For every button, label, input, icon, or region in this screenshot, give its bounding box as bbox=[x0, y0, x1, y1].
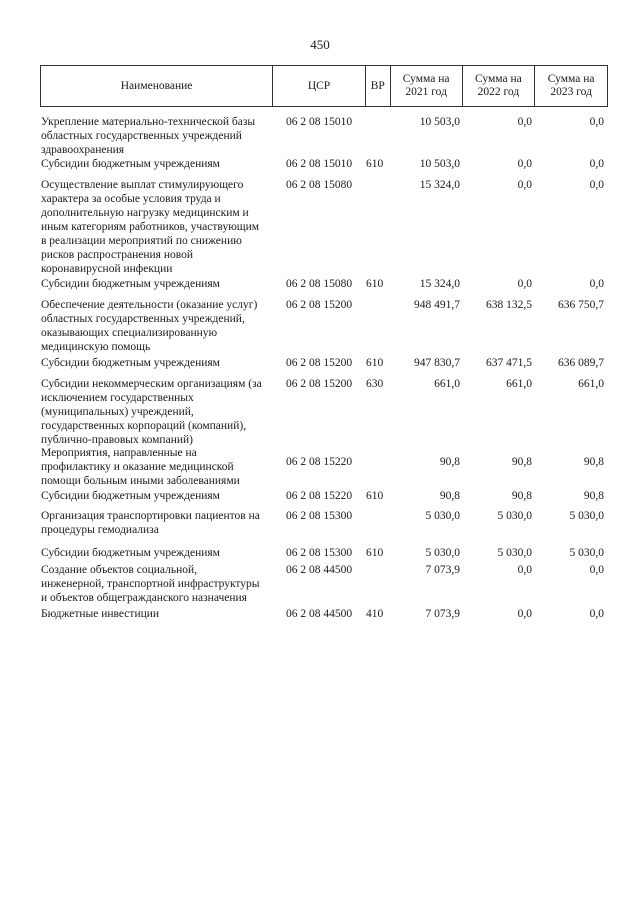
row-name-line: Укрепление материально-технической базы bbox=[41, 116, 256, 128]
row-sum-2022: 5 030,0 bbox=[497, 547, 532, 559]
row-csr: 06 2 08 15220 bbox=[286, 490, 353, 502]
table-row bbox=[40, 356, 608, 376]
row-csr: 06 2 08 44500 bbox=[286, 608, 353, 620]
row-sum-2022: 661,0 bbox=[506, 378, 532, 390]
row-csr: 06 2 08 15200 bbox=[286, 299, 353, 311]
row-sum-2022: 637 471,5 bbox=[486, 357, 532, 369]
row-name-line: помощи больным иными заболеваниями bbox=[41, 475, 240, 487]
row-name-line: исключением государственных bbox=[41, 392, 194, 404]
header-sum-2022-line-1: Сумма на bbox=[475, 73, 522, 85]
row-name bbox=[41, 489, 281, 503]
row-sum-2023: 0,0 bbox=[589, 179, 604, 191]
row-sum-2023: 0,0 bbox=[589, 158, 604, 170]
row-csr: 06 2 08 15300 bbox=[286, 547, 353, 559]
table-row bbox=[40, 509, 608, 536]
header-sum-2021-line-1: Сумма на bbox=[402, 73, 450, 85]
table-row bbox=[40, 607, 608, 627]
row-sum-2021: 15 324,0 bbox=[419, 278, 460, 290]
header-sum-2021-line-2: 2021 год bbox=[405, 86, 447, 98]
row-name bbox=[41, 178, 281, 276]
row-name-line: Субсидии бюджетным учреждениям bbox=[41, 158, 220, 170]
row-name-line: Осуществление выплат стимулирующего bbox=[41, 179, 244, 191]
table-row bbox=[40, 298, 608, 353]
header-csr: ЦСР bbox=[272, 66, 365, 106]
row-sum-2021: 661,0 bbox=[434, 378, 460, 390]
header-sum-2021 bbox=[390, 66, 462, 106]
row-name-line: Обеспечение деятельности (оказание услуг) bbox=[41, 299, 258, 311]
table-row bbox=[40, 115, 608, 156]
row-name-line: Субсидии бюджетным учреждениям bbox=[41, 357, 220, 369]
row-csr: 06 2 08 15010 bbox=[286, 158, 353, 170]
header-name: Наименование bbox=[120, 79, 193, 92]
row-name-line: медицинскую помощь bbox=[41, 341, 151, 353]
row-vr: 610 bbox=[366, 357, 384, 369]
header-vr: ВР bbox=[365, 66, 390, 106]
row-sum-2023: 0,0 bbox=[589, 116, 604, 128]
row-sum-2022: 0,0 bbox=[517, 116, 532, 128]
row-name-line: (муниципальных) учреждений, bbox=[41, 406, 194, 418]
row-name-line: профилактику и оказание медицинской bbox=[41, 461, 234, 473]
table-row bbox=[40, 157, 608, 177]
row-name-line: областных государственных учреждений, bbox=[41, 313, 245, 325]
row-name-line: Создание объектов социальной, bbox=[41, 564, 198, 576]
header-sum-2023-line-2: 2023 год bbox=[550, 86, 592, 98]
row-sum-2021: 15 324,0 bbox=[419, 179, 460, 191]
row-sum-2023: 0,0 bbox=[589, 278, 604, 290]
row-name-line: и объектов общегражданского назначения bbox=[41, 592, 247, 604]
row-name-line: рисков распространения новой bbox=[41, 249, 193, 261]
table-row bbox=[40, 377, 608, 446]
row-sum-2023: 636 089,7 bbox=[558, 357, 604, 369]
row-sum-2022: 0,0 bbox=[517, 158, 532, 170]
row-sum-2023: 90,8 bbox=[583, 456, 604, 468]
row-vr: 610 bbox=[366, 490, 384, 502]
row-name-line: в реализации мероприятий по снижению bbox=[41, 235, 242, 247]
row-name bbox=[41, 546, 281, 560]
header-sum-2023 bbox=[534, 66, 607, 106]
table-row bbox=[40, 277, 608, 297]
row-name-line: инженерной, транспортной инфраструктуры bbox=[41, 578, 260, 590]
header-sum-2022-line-2: 2022 год bbox=[477, 86, 520, 98]
row-name-line: Организация транспортировки пациентов на bbox=[41, 510, 260, 522]
row-sum-2021: 10 503,0 bbox=[419, 116, 460, 128]
row-name-line: Субсидии бюджетным учреждениям bbox=[41, 547, 220, 559]
row-sum-2023: 5 030,0 bbox=[569, 510, 604, 522]
row-csr: 06 2 08 15200 bbox=[286, 378, 353, 390]
row-sum-2023: 90,8 bbox=[583, 490, 604, 502]
row-name bbox=[41, 377, 281, 447]
budget-table bbox=[40, 65, 608, 620]
row-name bbox=[41, 277, 281, 291]
row-vr: 610 bbox=[366, 278, 384, 290]
row-sum-2022: 0,0 bbox=[517, 564, 532, 576]
row-name-line: дополнительную нагрузку медицинским и bbox=[41, 207, 249, 219]
row-sum-2023: 661,0 bbox=[578, 378, 604, 390]
row-name-line: публично-правовых компаний) bbox=[41, 434, 193, 446]
table-row bbox=[40, 446, 608, 487]
row-vr: 630 bbox=[366, 378, 384, 390]
row-name-line: Субсидии бюджетным учреждениям bbox=[41, 278, 220, 290]
row-name bbox=[41, 446, 281, 488]
row-sum-2021: 5 030,0 bbox=[425, 510, 460, 522]
row-sum-2021: 7 073,9 bbox=[425, 608, 460, 620]
row-sum-2022: 0,0 bbox=[517, 278, 532, 290]
row-vr: 610 bbox=[366, 547, 384, 559]
table-row bbox=[40, 563, 608, 604]
row-csr: 06 2 08 15080 bbox=[286, 179, 353, 191]
row-sum-2021: 90,8 bbox=[439, 456, 460, 468]
row-sum-2021: 947 830,7 bbox=[414, 357, 460, 369]
row-sum-2022: 5 030,0 bbox=[497, 510, 532, 522]
row-name-line: Субсидии бюджетным учреждениям bbox=[41, 490, 220, 502]
row-sum-2021: 90,8 bbox=[439, 490, 460, 502]
row-name-line: государственных корпораций (компаний), bbox=[41, 420, 247, 432]
row-sum-2023: 636 750,7 bbox=[558, 299, 604, 311]
row-name-line: Субсидии некоммерческим организациям (за bbox=[41, 378, 262, 390]
table-row bbox=[40, 178, 608, 275]
row-sum-2021: 10 503,0 bbox=[419, 158, 460, 170]
row-name bbox=[41, 509, 281, 537]
row-csr: 06 2 08 15080 bbox=[286, 278, 353, 290]
row-name bbox=[41, 563, 281, 605]
row-name-line: оказывающих специализированную bbox=[41, 327, 218, 339]
row-csr: 06 2 08 15010 bbox=[286, 116, 353, 128]
row-sum-2023: 5 030,0 bbox=[569, 547, 604, 559]
row-name bbox=[41, 298, 281, 354]
row-sum-2022: 90,8 bbox=[511, 490, 532, 502]
row-name-line: иным категориям работников, участвующим bbox=[41, 221, 260, 233]
row-csr: 06 2 08 15200 bbox=[286, 357, 353, 369]
row-sum-2021: 7 073,9 bbox=[425, 564, 460, 576]
row-name bbox=[41, 607, 281, 621]
row-csr: 06 2 08 15220 bbox=[286, 456, 353, 468]
row-vr: 610 bbox=[366, 158, 384, 170]
table-row bbox=[40, 489, 608, 509]
row-sum-2022: 638 132,5 bbox=[486, 299, 532, 311]
row-csr: 06 2 08 44500 bbox=[286, 564, 353, 576]
row-sum-2022: 0,0 bbox=[517, 608, 532, 620]
row-name-line: характера за особые условия труда и bbox=[41, 193, 221, 205]
row-name bbox=[41, 356, 281, 370]
row-name-line: коронавирусной инфекции bbox=[41, 263, 173, 275]
header-sum-2022 bbox=[462, 66, 535, 106]
row-sum-2022: 0,0 bbox=[517, 179, 532, 191]
row-name bbox=[41, 157, 281, 171]
header-sum-2023-line-1: Сумма на bbox=[547, 73, 595, 85]
row-sum-2023: 0,0 bbox=[589, 564, 604, 576]
row-name-line: Мероприятия, направленные на bbox=[41, 447, 197, 459]
row-sum-2022: 90,8 bbox=[511, 456, 532, 468]
row-name bbox=[41, 115, 281, 157]
row-name-line: процедуры гемодиализа bbox=[41, 524, 159, 536]
table-header bbox=[40, 65, 608, 107]
row-vr: 410 bbox=[366, 608, 384, 620]
row-sum-2021: 5 030,0 bbox=[425, 547, 460, 559]
row-name-line: Бюджетные инвестиции bbox=[41, 608, 160, 620]
row-csr: 06 2 08 15300 bbox=[286, 510, 353, 522]
row-sum-2021: 948 491,7 bbox=[414, 299, 460, 311]
row-name-line: областных государственных учреждений bbox=[41, 130, 242, 142]
row-name-line: здравоохранения bbox=[41, 144, 125, 156]
page-number: 450 bbox=[310, 37, 330, 52]
row-sum-2023: 0,0 bbox=[589, 608, 604, 620]
